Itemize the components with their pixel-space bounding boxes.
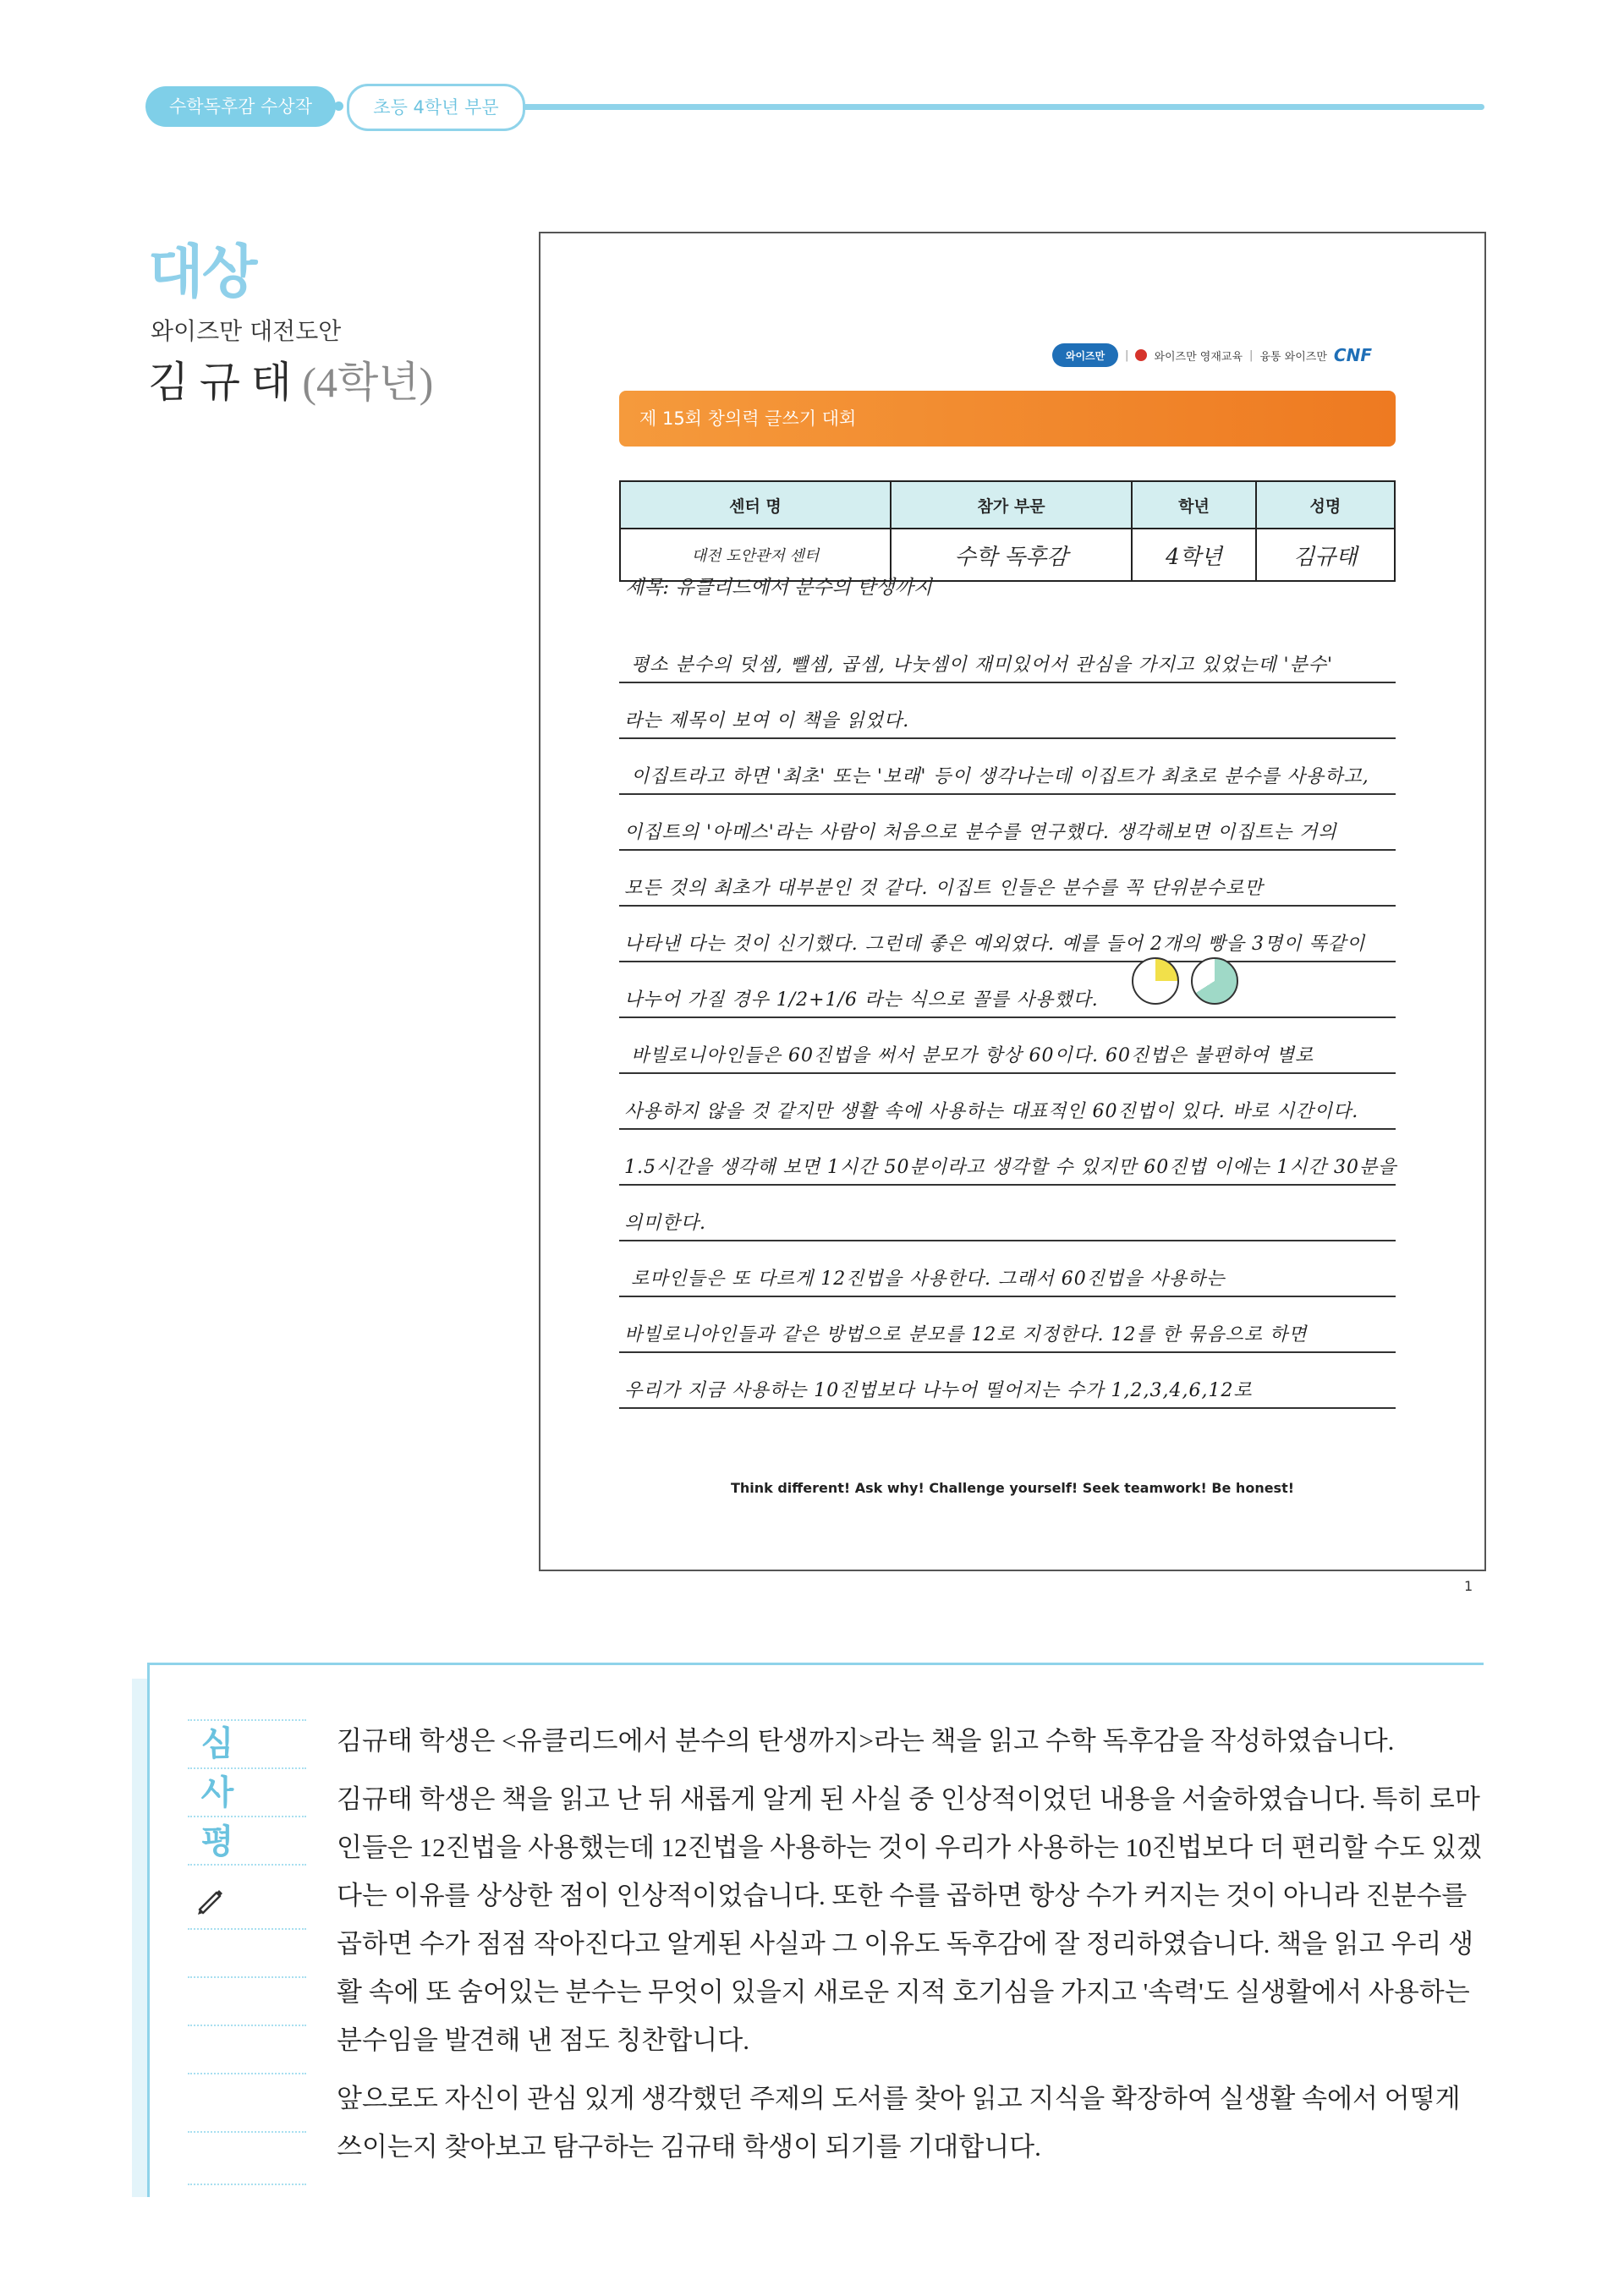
essay-title: 제목: 유클리드에서 분수의 탄생까지 (625, 577, 932, 599)
dotted-rule (188, 1864, 306, 1866)
award-title: 대상 (148, 239, 256, 306)
student-name: 김 규 태 (148, 359, 292, 406)
table-header: 참가 부문 (891, 481, 1132, 529)
red-circle-icon (1135, 349, 1147, 361)
contest-banner: 제 15회 창의력 글쓰기 대회 (619, 391, 1396, 447)
review-title-char: 평 (200, 1822, 234, 1861)
review-paragraph: 김규태 학생은 책을 읽고 난 뒤 새롭게 알게 된 사실 중 인상적이었던 내용을 서술하였습니다. 특히 로마인들은 12진법을 사용했는데 12진법을 사용하는 것이 우리가 사용하는 10진법보다 더 편리할 수도 있겠다는 이유를 상상한 점이 인상적이었습니다. 또한 수를 곱하면 항상 수가 커지는 것이 아니라 진분수를 곱하면 수가 점점 작아진다고 알게된 사실과 그 이유도 독후감에 잘 정리하였습니다. 책을 읽고 우리 생활 속에 또 숨어있는 분수는 무엇이 있을지 새로운 지적 호기심을 가지고 '속력'도 실생활에서 사용하는 분수임을 발견해 낸 점도 칭찬합니다. (337, 1784, 1482, 2055)
table-cell: 대전 도안관저 센터 (620, 529, 891, 581)
table-cell: 4학년 (1132, 529, 1256, 581)
essay-line: 평소 분수의 덧셈, 뺄셈, 곱셈, 나눗셈이 재미있어서 관심을 가지고 있었는데 '분수' (619, 627, 1396, 683)
review-border-left (147, 1663, 150, 2197)
dotted-rule (188, 2073, 306, 2074)
logo-divider: | (1249, 348, 1254, 362)
essay-sheet (539, 232, 1486, 1571)
table-header: 센터 명 (620, 481, 891, 529)
entry-info-table (619, 480, 1396, 582)
table-header: 학년 (1132, 481, 1256, 529)
dotted-rule (188, 1767, 306, 1769)
essay-line: 바빌로니아인들과 같은 방법으로 분모를 12로 지정한다. 12를 한 묶음으로 하면 (619, 1297, 1396, 1353)
review-accent (132, 1679, 147, 2197)
essay-line: 이집트라고 하면 '최초' 또는 '보래' 등이 생각나는데 이집트가 최초로 분수를 사용하고, (619, 739, 1396, 795)
logo-strip (1052, 343, 1372, 367)
student-heading (148, 348, 433, 409)
dotted-rule (188, 1976, 306, 1978)
category-badge: 수학독후감 수상작 (145, 86, 336, 127)
review-body (337, 1717, 1484, 2181)
table-header: 성명 (1256, 481, 1395, 529)
essay-line: 우리가 지금 사용하는 10진법보다 나누어 떨어지는 수가 1,2,3,4,6,12로 (619, 1353, 1396, 1409)
dotted-rule (188, 2131, 306, 2133)
essay-line: 바빌로니아인들은 60진법을 써서 분모가 항상 60이다. 60진법은 불편하여 별로 (619, 1018, 1396, 1074)
logo-divider: | (1125, 348, 1129, 362)
fraction-pie-drawing (1191, 957, 1238, 1005)
review-paragraph: 김규태 학생은 <유클리드에서 분수의 탄생까지>라는 책을 읽고 수학 독후감을 작성하였습니다. (337, 1726, 1395, 1756)
essay-line: 나타낸 다는 것이 신기했다. 그런데 좋은 예외였다. 예를 들어 2개의 빵을 3명이 똑같이 (619, 907, 1396, 962)
review-title-char: 심 (200, 1724, 234, 1763)
yungtong-logo: 융통 와이즈만 (1259, 350, 1327, 364)
review-paragraph: 앞으로도 자신이 관심 있게 생각했던 주제의 도서를 찾아 읽고 지식을 확장하여 실생활 속에서 어떻게 쓰이는지 찾아보고 탐구하는 김규태 학생이 되기를 기대합니다. (337, 2084, 1461, 2162)
dotted-rule (188, 2184, 306, 2185)
review-title-char: 사 (200, 1773, 234, 1812)
essay-line: 라는 제목이 보여 이 책을 읽었다. (619, 683, 1396, 739)
table-cell: 김규태 (1256, 529, 1395, 581)
pencil-icon (193, 1884, 227, 1918)
dotted-rule (188, 1816, 306, 1817)
table-cell: 수학 독후감 (891, 529, 1132, 581)
division-badge: 초등 4학년 부문 (347, 84, 525, 131)
essay-body (619, 627, 1396, 1409)
essay-line: 사용하지 않을 것 같지만 생활 속에 사용하는 대표적인 60진법이 있다. 바로 시간이다. (619, 1074, 1396, 1130)
review-border-top (147, 1663, 1484, 1665)
student-grade: (4학년) (302, 359, 434, 406)
wiseman-logo: 와이즈만 (1052, 343, 1118, 367)
page-number: 1 (1464, 1578, 1473, 1594)
essay-line: 이집트의 '아메스'라는 사람이 처음으로 분수를 연구했다. 생각해보면 이집트는 거의 (619, 795, 1396, 851)
motto-text: Think different! Ask why! Challenge yourself! Seek teamwork! Be honest! (730, 1480, 1295, 1496)
fraction-pie-drawing (1132, 957, 1179, 1005)
school-name: 와이즈만 대전도안 (151, 317, 342, 345)
cnf-logo: CNF (1333, 345, 1372, 365)
essay-line: 모든 것의 최초가 대부분인 것 같다. 이집트 인들은 분수를 꼭 단위분수로만 (619, 851, 1396, 907)
dotted-rule (188, 2025, 306, 2026)
dotted-rule (188, 1719, 306, 1721)
header-rule (508, 104, 1484, 110)
dotted-rule (188, 1928, 306, 1930)
header-dot (334, 101, 343, 111)
essay-line: 나누어 가질 경우 1/2+1/6 라는 식으로 꼴를 사용했다. (619, 962, 1396, 1018)
essay-line: 1.5시간을 생각해 보면 1시간 50분이라고 생각할 수 있지만 60진법 이에는 1시간 30분을 (619, 1130, 1396, 1186)
essay-line: 로마인들은 또 다르게 12진법을 사용한다. 그래서 60진법을 사용하는 (619, 1241, 1396, 1297)
review-title (188, 1719, 247, 1866)
essay-line: 의미한다. (619, 1186, 1396, 1241)
wiseman-gifted-logo: 와이즈만 영재교육 (1154, 350, 1243, 364)
